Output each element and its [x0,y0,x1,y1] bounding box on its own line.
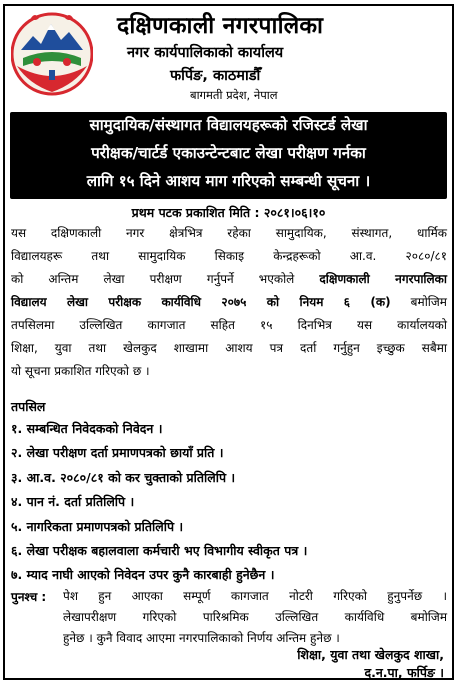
org-name: दक्षिणकाली नगरपालिका [117,13,324,39]
publication-date: प्रथम पटक प्रकाशित मिति : २०८१।०६।१० [131,205,326,220]
nepal-emblem-icon [11,10,93,98]
body-line-6: शिक्षा, युवा तथा खेलकुद शाखामा आशय पत्र दर्ता गर्नुहुन इच्छुक सबैमा [11,341,447,355]
body-line-5: तपसिलमा उल्लिखित कागजात सहित १५ दिनभित्र यस कार्यालयको [11,318,447,332]
signature-office: द.न.पा, फर्पिङ । [364,665,444,680]
postscript-label: पुनश्च : [11,590,47,604]
postscript-line-2: लेखापरीक्षण गरिएको पारिश्रमिक उल्लिखित कार्यविधि बमोजिम [63,610,447,624]
signature-branch: शिक्षा, युवा तथा खेलकुद शाखा, [297,647,444,662]
title-line-1: सामुदायिक/संस्थागत विद्यालयहरूको रजिस्टर्ड लेखा [89,116,368,134]
body-line-3-text: को अन्तिम लेखा परीक्षण गर्नुपर्ने भएकोले [11,272,320,286]
municipality-emphasis: दक्षिणकाली नगरपालिका [319,272,447,286]
title-line-3: लागि १५ दिने आशय माग गरिएको सम्बन्धी सूचना । [86,172,371,190]
notice-frame [3,4,454,680]
annex-item-1: १. सम्बन्धित निवेदकको निवेदन । [11,421,163,436]
body-line-3 [11,271,447,287]
annex-item-3: ३. आ.व. २०८०/८१ को कर चुक्ताको प्रतिलिपि । [11,470,236,485]
annex-item-7: ७. म्याद नाघी आएको निवेदन उपर कुनै कारबाही हुनेछैन । [11,567,275,582]
annex-heading: तपसिल [11,399,46,414]
notice-header [5,6,452,109]
province-label: बागमती प्रदेश, नेपाल [190,88,278,102]
rule-reference-emphasis: विद्यालय लेखा परीक्षक कार्यविधि २०७५ को नियम ६ (क) [11,295,391,309]
annex-item-5: ५. नागरिकता प्रमाणपत्रको प्रतिलिपि । [11,519,184,534]
body-line-2: विद्यालयहरू तथा सामुदायिक सिकाइ केन्द्रहरूको आ.व. २०८०/८१ [11,249,447,263]
annex-item-2: २. लेखा परीक्षण दर्ता प्रमाणपत्रको छायाँ प्रति । [11,445,224,460]
office-name: नगर कार्यपालिकाको कार्यालय [127,45,284,61]
annex-item-6: ६. लेखा परीक्षक बहालवाला कर्मचारी भए विभागीय स्वीकृत पत्र । [11,543,308,558]
office-address: फर्पिङ, काठमाडौँ [170,68,261,84]
title-line-2: परीक्षक/चार्टर्ड एकाउन्टेन्टबाट लेखा परीक्षण गर्नका [91,144,366,162]
body-line-4-text: बमोजिम [390,295,447,309]
notice-title-bar [10,112,447,199]
postscript-line-1: पेश हुन आएका सम्पूर्ण कागजात नोटरी गरिएको हुनुपर्नेछ । [63,589,447,603]
annex-item-4: ४. पान नं. दर्ता प्रतिलिपि । [11,494,135,509]
body-line-1: यस दक्षिणकाली नगर क्षेत्रभित्र रहेका सामुदायिक, संस्थागत, धार्मिक [11,226,447,240]
body-line-7: यो सूचना प्रकाशित गरिएको छ । [11,364,150,378]
body-line-4 [11,294,447,310]
postscript-line-3: हुनेछ । कुनै विवाद आएमा नगरपालिकाको निर्णय अन्तिम हुनेछ । [63,631,340,645]
